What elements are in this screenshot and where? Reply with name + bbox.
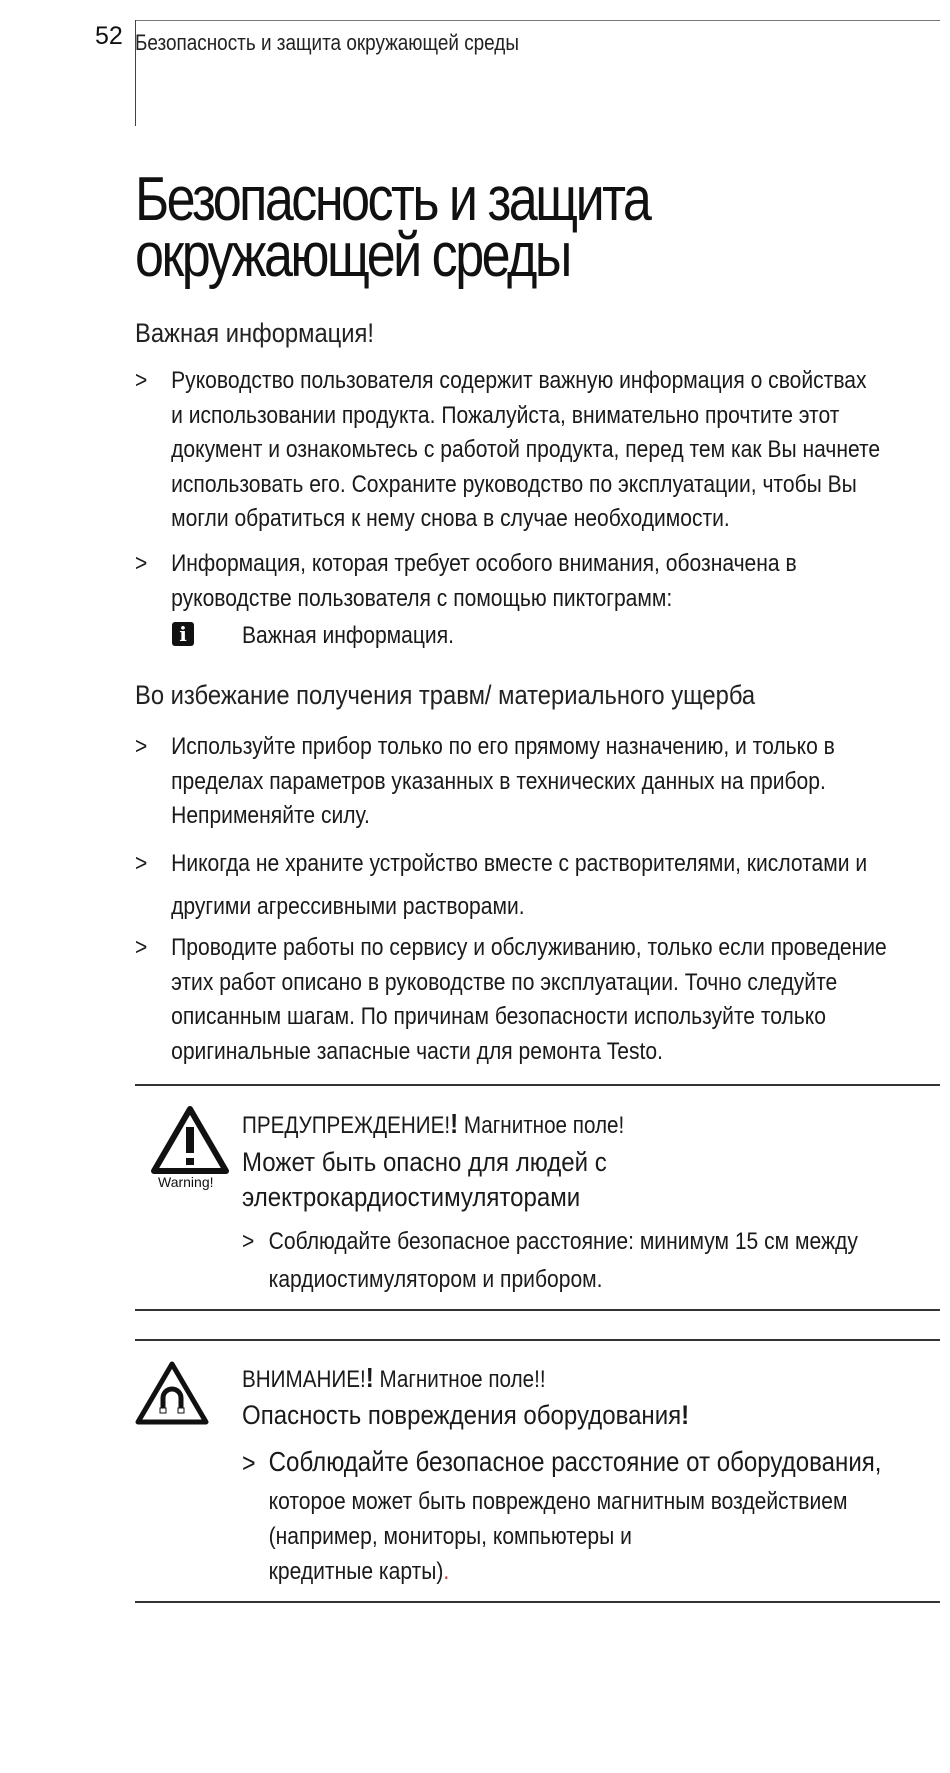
caution-body bbox=[242, 1398, 689, 1433]
caution-title bbox=[242, 1362, 546, 1394]
bullet-text: Проводите работы по сервису и обслуживанию, только если проведение этих работ описано в руководстве по эксплуатации. Точно следуйте описанным шагам. По причинам безопасности используйте только оригинальные запасные части для ремонта Testo. bbox=[171, 934, 887, 1065]
warning-title bbox=[242, 1108, 624, 1140]
warning-triangle-icon bbox=[150, 1105, 230, 1180]
caution-body-text: Опасность повреждения оборудования bbox=[242, 1400, 682, 1430]
warning-bullet-text: Соблюдайте безопасное расстояние: минимум 15 см между кардиостимулятором и прибором. bbox=[268, 1228, 858, 1293]
caution-bullet-rest bbox=[269, 1484, 848, 1589]
caution-title-suffix: Магнитное поле!! bbox=[373, 1366, 546, 1393]
info-icon: i bbox=[172, 622, 194, 646]
bullet-text: Используйте прибор только по его прямому назначению, и только в пределах параметров указанных в технических данных на прибор. Неприменяйте силу. bbox=[171, 733, 835, 829]
magnet-warning-icon bbox=[134, 1360, 210, 1431]
bullet-text: Руководство пользователя содержит важную информация о свойствах и использовании продукта. Пожалуйста, внимательно прочтите этот документ и ознакомьтесь с работой продукта, перед тем как Вы начнете использовать его. Сохраните руководство по эксплуатации, чтобы Вы могли обратиться к нему снова в случае необходимости. bbox=[171, 367, 881, 532]
section-heading-safety: Во избежание получения травм/ материального ущерба bbox=[135, 680, 756, 710]
page-title-line-1: Безопасность и защита bbox=[135, 165, 650, 234]
warning-box-bottom-rule bbox=[135, 1309, 940, 1311]
bullet-marker: > bbox=[242, 1448, 256, 1478]
caution-bullet-rest-text: которое может быть повреждено магнитным воздействием (например, мониторы, компьютеры и кредитные карты) bbox=[268, 1488, 848, 1585]
pictogram-label: Важная информация. bbox=[242, 622, 454, 649]
caution-box-bottom-rule bbox=[135, 1601, 940, 1603]
running-title: Безопасность и защита окружающей среды bbox=[135, 30, 519, 55]
bullet-marker: > bbox=[135, 367, 148, 394]
caution-body-bang: ! bbox=[681, 1400, 690, 1430]
warning-icon-caption: Warning! bbox=[158, 1174, 214, 1190]
warning-title-prefix: ПРЕДУПРЕЖДЕНИЕ! bbox=[242, 1112, 451, 1139]
warning-title-bang: ! bbox=[450, 1108, 459, 1139]
warning-title-suffix: Магнитное поле! bbox=[458, 1112, 625, 1139]
caution-bullet-end: . bbox=[443, 1558, 450, 1585]
caution-title-prefix: ВНИМАНИЕ! bbox=[242, 1366, 366, 1393]
bullet-marker: > bbox=[135, 550, 148, 577]
bullet-text: Никогда не храните устройство вместе с растворителями, кислотами и другими агрессивными растворами. bbox=[171, 850, 868, 920]
section-heading-important: Важная информация! bbox=[135, 318, 375, 348]
header-rule bbox=[135, 20, 940, 21]
bullet-marker: > bbox=[135, 733, 148, 760]
bullet-text: Информация, которая требует особого внимания, обозначена в руководстве пользователя с помощью пиктограмм: bbox=[171, 550, 797, 612]
caution-box-top-rule bbox=[135, 1339, 940, 1341]
warning-box-top-rule bbox=[135, 1084, 940, 1086]
caution-title-bang: ! bbox=[365, 1362, 374, 1393]
bullet-marker: > bbox=[242, 1228, 255, 1255]
bullet-marker: > bbox=[135, 934, 148, 961]
warning-body: Может быть опасно для людей с электрокардиостимуляторами bbox=[242, 1147, 607, 1212]
page-title-line-2: окружающей среды bbox=[135, 221, 570, 290]
bullet-marker: > bbox=[135, 850, 148, 877]
page-title bbox=[135, 165, 650, 290]
caution-bullet-first-line: Соблюдайте безопасное расстояние от оборудования, bbox=[268, 1446, 882, 1477]
page-number: 52 bbox=[95, 22, 123, 50]
